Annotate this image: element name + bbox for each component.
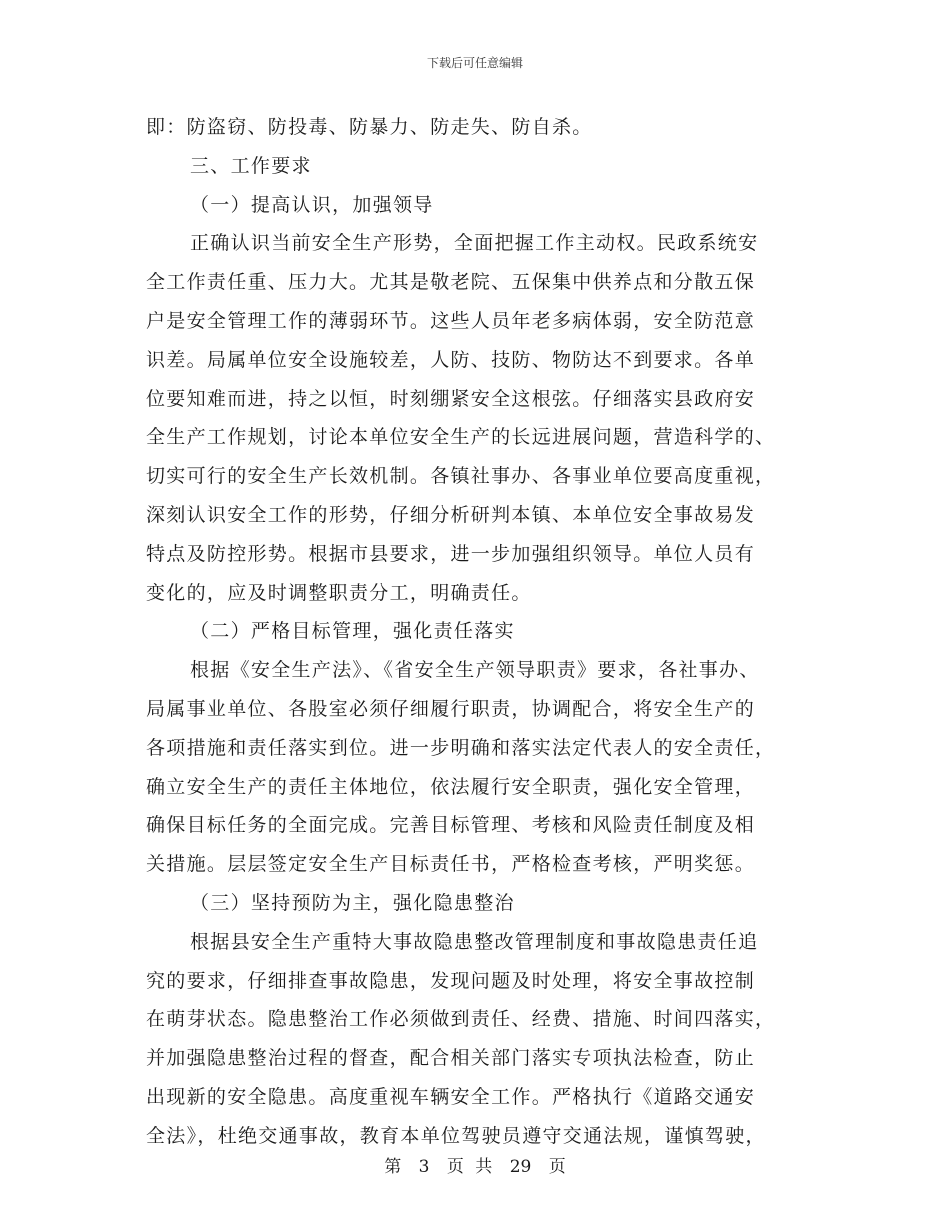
body-line: 户是安全管理工作的薄弱环节。这些人员年老多病体弱，安全防范意 [146,309,756,332]
body-line: 在萌芽状态。隐患整治工作必须做到责任、经费、措施、时间四落实， [146,1008,776,1031]
page-header-note: 下载后可任意编辑 [426,56,523,70]
body-line: 确保目标任务的全面完成。完善目标管理、考核和风险责任制度及相 [146,814,756,837]
section-heading: 三、工作要求 [190,154,312,177]
subsection-heading: （三）坚持预防为主，强化隐患整治 [190,891,515,914]
document-body [146,108,826,1156]
body-line: 全生产工作规划，讨论本单位安全生产的长远进展问题，营造科学的、 [146,426,776,449]
body-line: 识差。局属单位安全设施较差，人防、技防、物防达不到要求。各单 [146,348,756,371]
body-line: 全工作责任重、压力大。尤其是敬老院、五保集中供养点和分散五保 [146,271,756,294]
body-line: 局属事业单位、各股室必须仔细履行职责，协调配合，将安全生产的 [146,697,756,720]
footer-suffix: 页 [548,1157,566,1177]
subsection-heading: （二）严格目标管理，强化责任落实 [190,620,515,643]
body-line: 各项措施和责任落实到位。进一步明确和落实法定代表人的安全责任， [146,736,776,759]
body-line: 确立安全生产的责任主体地位，依法履行安全职责，强化安全管理， [146,775,756,798]
footer-prefix: 第 [384,1157,402,1177]
body-line: 切实可行的安全生产长效机制。各镇社事办、各事业单位要高度重视， [146,465,776,488]
body-line: 究的要求，仔细排查事故隐患，发现问题及时处理，将安全事故控制 [146,969,756,992]
page-footer [0,1152,950,1177]
paragraph-first-line: 正确认识当前安全生产形势，全面把握工作主动权。民政系统安 [190,232,759,255]
body-line: 全法》，杜绝交通事故，教育本单位驾驶员遵守交通法规，谨慎驾驶， [146,1124,766,1147]
body-line: 位要知难而进，持之以恒，时刻绷紧安全这根弦。仔细落实县政府安 [146,387,756,410]
body-line: 即：防盗窃、防投毒、防暴力、防走失、防自杀。 [146,116,593,138]
body-line: 出现新的安全隐患。高度重视车辆安全工作。严格执行《道路交通安 [146,1085,756,1108]
body-line: 深刻认识安全工作的形势，仔细分析研判本镇、本单位安全事故易发 [146,503,756,526]
body-line: 关措施。层层签定安全生产目标责任书，严格检查考核，严明奖惩。 [146,853,756,876]
footer-mid: 页 共 [446,1157,493,1177]
body-line: 变化的，应及时调整职责分工，明确责任。 [146,581,532,604]
paragraph-first-line: 根据《安全生产法》、《省安全生产领导职责》要求，各社事办、 [190,659,760,682]
total-page-count: 29 [509,1157,532,1177]
subsection-heading: （一）提高认识，加强领导 [190,193,434,216]
body-line: 并加强隐患整治过程的督查，配合相关部门落实专项执法检查，防止 [146,1047,756,1070]
paragraph-first-line: 根据县安全生产重特大事故隐患整改管理制度和事故隐患责任追 [190,930,759,953]
current-page-number: 3 [418,1157,430,1177]
body-line: 特点及防控形势。根据市县要求，进一步加强组织领导。单位人员有 [146,542,756,565]
